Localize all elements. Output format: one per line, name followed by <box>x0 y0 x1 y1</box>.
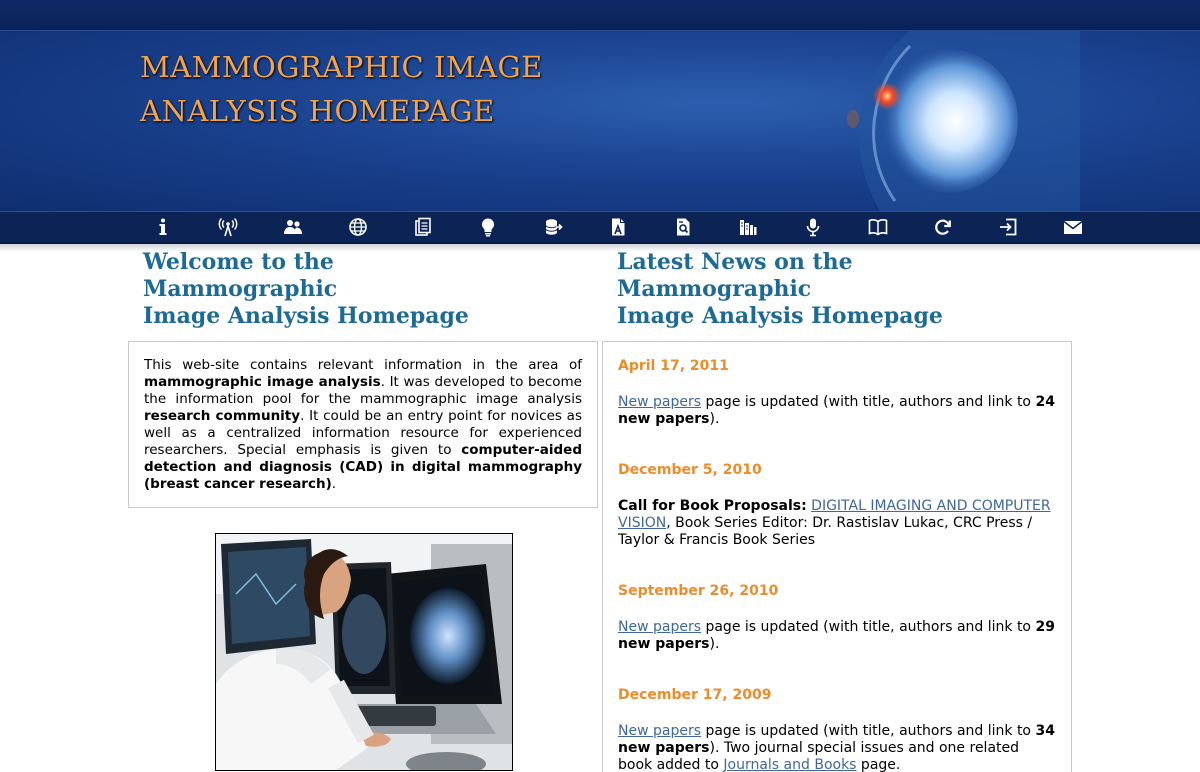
mail-icon <box>1063 217 1083 237</box>
nav-search-documents[interactable] <box>650 212 715 242</box>
microphone-icon <box>803 217 823 237</box>
intro-text-box <box>128 341 598 508</box>
site-title[interactable] <box>140 45 543 133</box>
intro-text: . <box>331 476 337 492</box>
news-body: ). <box>709 411 720 427</box>
site-title-line2: ANALYSIS HOMEPAGE <box>140 94 495 128</box>
news-body: page is updated (with title, authors and link to <box>701 394 1036 410</box>
icon-navbar <box>0 211 1200 244</box>
new-papers-link[interactable]: New papers <box>618 394 702 410</box>
news-body: ). Two journal special issues and one related book added to <box>618 740 1020 772</box>
broadcast-icon <box>218 217 238 237</box>
news-text <box>618 619 1056 653</box>
news-highlight: 34 new papers <box>618 723 1055 756</box>
news-date: September 26, 2010 <box>618 583 779 599</box>
news-date: December 17, 2009 <box>618 687 772 703</box>
book-series-link[interactable]: DIGITAL IMAGING AND COMPUTER VISION <box>618 498 1051 531</box>
search-document-icon <box>673 217 693 237</box>
news-text <box>618 498 1056 549</box>
lightbulb-icon <box>478 217 498 237</box>
news-column <box>602 249 1072 772</box>
welcome-column <box>128 249 598 771</box>
welcome-heading-line2: Image Analysis Homepage <box>143 303 469 329</box>
intro-keyword: mammographic image analysis <box>144 374 381 390</box>
welcome-heading-line1: Welcome to the Mammographic <box>143 249 338 302</box>
radiologist-photo-illustration <box>216 534 512 770</box>
intro-text: This web-site contains relevant information in the area of <box>144 357 582 373</box>
news-item <box>618 583 1056 653</box>
nav-ideas[interactable] <box>455 212 520 242</box>
nav-database[interactable] <box>520 212 585 242</box>
news-highlight: 29 new papers <box>618 619 1055 652</box>
book-icon <box>868 217 888 237</box>
mammogram-banner-image <box>840 31 1080 211</box>
library-icon <box>738 217 758 237</box>
people-icon <box>283 217 303 237</box>
pdf-icon <box>608 217 628 237</box>
news-date: December 5, 2010 <box>618 462 762 478</box>
news-text <box>618 394 1056 428</box>
news-item <box>618 462 1056 549</box>
top-strip <box>0 0 1200 31</box>
nav-library[interactable] <box>715 212 780 242</box>
journals-and-books-link[interactable]: Journals and Books <box>723 757 857 772</box>
news-item <box>618 358 1056 428</box>
nav-globe[interactable] <box>325 212 390 242</box>
globe-icon <box>348 217 368 237</box>
news-heading-line1: Latest News on the Mammographic <box>617 249 853 302</box>
nav-login[interactable] <box>975 212 1040 242</box>
database-icon <box>543 217 563 237</box>
intro-text: . It could be an entry point for novices as well as a centralized information resource for experienced researchers. Special emphasis is given to <box>144 408 582 458</box>
news-body: ). <box>709 636 720 652</box>
news-body: , Book Series Editor: Dr. Rastislav Lukac, CRC Press / Taylor & Francis Book Series <box>618 515 1033 548</box>
welcome-heading <box>143 249 503 330</box>
news-heading-line2: Image Analysis Homepage <box>617 303 943 329</box>
info-icon <box>153 217 173 237</box>
news-date: April 17, 2011 <box>618 358 729 374</box>
radiologist-photo <box>215 533 513 771</box>
new-papers-link[interactable]: New papers <box>618 619 702 635</box>
intro-text: . It was developed to become the information pool for the mammographic image analysis <box>144 374 582 407</box>
nav-broadcast[interactable] <box>195 212 260 242</box>
nav-pdf[interactable] <box>585 212 650 242</box>
nav-documents[interactable] <box>390 212 455 242</box>
news-item <box>618 687 1056 772</box>
intro-keyword: computer-aided detection and diagnosis (CAD) in digital mammography (breast cancer research) <box>144 442 582 492</box>
news-body: page is updated (with title, authors and link to <box>701 723 1036 739</box>
nav-info[interactable] <box>130 212 195 242</box>
news-body: page is updated (with title, authors and link to <box>701 619 1036 635</box>
news-text <box>618 723 1056 772</box>
refresh-icon <box>933 217 953 237</box>
new-papers-link[interactable]: New papers <box>618 723 702 739</box>
intro-keyword: research community <box>144 408 301 424</box>
news-box <box>602 341 1072 772</box>
news-heading <box>617 249 977 330</box>
login-icon <box>998 217 1018 237</box>
news-highlight: Call for Book Proposals: <box>618 498 807 514</box>
news-highlight: 24 new papers <box>618 394 1055 427</box>
site-title-line1: MAMMOGRAPHIC IMAGE <box>140 50 543 84</box>
header-banner <box>0 31 1200 211</box>
nav-people[interactable] <box>260 212 325 242</box>
nav-books[interactable] <box>845 212 910 242</box>
nav-contact[interactable] <box>1040 212 1105 242</box>
nav-audio[interactable] <box>780 212 845 242</box>
news-body: page. <box>856 757 901 772</box>
nav-refresh[interactable] <box>910 212 975 242</box>
documents-icon <box>413 217 433 237</box>
